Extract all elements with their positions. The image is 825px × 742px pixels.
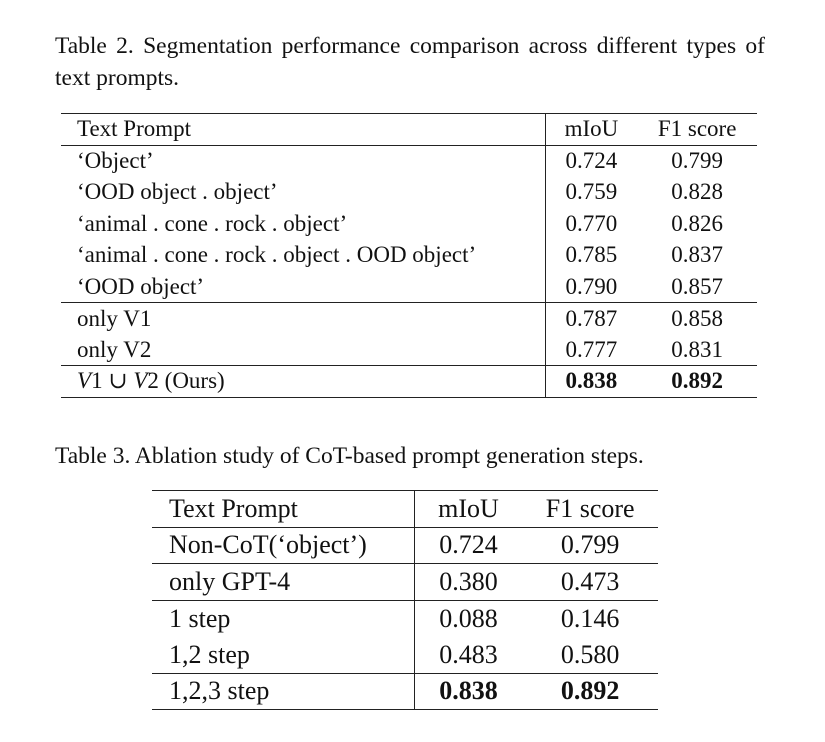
table2-caption: Table 2. Segmentation performance comparison across different types of text prompts.: [55, 33, 765, 91]
row-f1-best: 0.892: [522, 673, 658, 710]
row-f1: 0.828: [671, 179, 723, 205]
row-miou: 0.759: [565, 179, 618, 205]
table-row: [152, 564, 658, 601]
row-f1: 0.826: [671, 210, 723, 236]
table-row: [152, 673, 658, 710]
row-f1: 0.580: [522, 637, 658, 674]
row-f1: 0.857: [637, 271, 757, 303]
table-row: [152, 600, 658, 637]
row-miou: 0.770: [565, 210, 618, 236]
header-f1: F1 score: [637, 114, 757, 146]
ours-label: (Ours): [158, 368, 225, 394]
header-miou: mIoU: [545, 114, 637, 146]
math-v: V: [133, 368, 148, 394]
math-two: 2: [147, 368, 159, 394]
row-miou: 0.724: [565, 148, 618, 173]
table-row: [61, 177, 757, 209]
row-miou: 0.483: [414, 637, 522, 674]
header-text-prompt: Text Prompt: [61, 114, 545, 146]
table-row: [61, 208, 757, 240]
row-miou: 0.088: [439, 603, 498, 633]
row-prompt: 1,2 step: [152, 637, 414, 674]
row-miou: 0.790: [545, 271, 637, 303]
row-prompt: ‘Object’: [61, 145, 545, 177]
table-header-row: [152, 491, 658, 528]
table-row: [61, 334, 757, 366]
table-header-row: [61, 114, 757, 146]
row-prompt: only V2: [61, 334, 545, 366]
row-prompt: ‘animal . cone . rock . object’: [61, 208, 545, 240]
row-prompt: only GPT-4: [152, 564, 414, 601]
row-prompt: ‘OOD object . object’: [61, 177, 545, 209]
table-row: [61, 240, 757, 272]
row-miou: 0.777: [545, 334, 637, 366]
row-miou: 0.380: [414, 564, 522, 601]
row-f1: 0.799: [671, 148, 723, 173]
row-miou-best: 0.838: [545, 366, 637, 398]
table3: [152, 490, 658, 710]
row-miou-best: 0.838: [414, 673, 522, 710]
row-prompt-ours: [61, 366, 545, 398]
math-union: ∪: [102, 368, 134, 394]
header-f1: F1 score: [522, 491, 658, 528]
row-prompt: only V1: [61, 303, 545, 335]
table3-caption: Table 3. Ablation study of CoT-based prompt generation steps.: [55, 443, 644, 469]
math-one: 1: [91, 368, 103, 394]
row-f1-best: 0.892: [637, 366, 757, 398]
row-miou: 0.724: [414, 527, 522, 564]
row-f1: 0.799: [522, 527, 658, 564]
row-f1: 0.473: [522, 564, 658, 601]
header-text-prompt: Text Prompt: [152, 491, 414, 528]
row-prompt: ‘OOD object’: [61, 271, 545, 303]
table-row: [61, 271, 757, 303]
math-v: V: [77, 368, 92, 394]
row-f1: 0.831: [637, 334, 757, 366]
row-f1: 0.858: [671, 305, 723, 331]
header-miou: mIoU: [414, 491, 522, 528]
table-row-ours: [61, 366, 757, 398]
row-miou: 0.787: [565, 305, 618, 331]
row-prompt: ‘animal . cone . rock . object . OOD object’: [61, 240, 545, 272]
row-f1: 0.146: [560, 603, 620, 633]
row-prompt: Non-CoT(‘object’): [152, 527, 414, 564]
row-f1: 0.837: [671, 242, 723, 268]
table2: [61, 113, 757, 398]
table-row: [152, 637, 658, 674]
row-miou: 0.785: [565, 242, 618, 268]
table-row: [61, 145, 757, 177]
table-row: [61, 303, 757, 335]
row-prompt: 1 step: [152, 600, 414, 637]
row-prompt: 1,2,3 step: [152, 673, 414, 710]
table-row: [152, 527, 658, 564]
